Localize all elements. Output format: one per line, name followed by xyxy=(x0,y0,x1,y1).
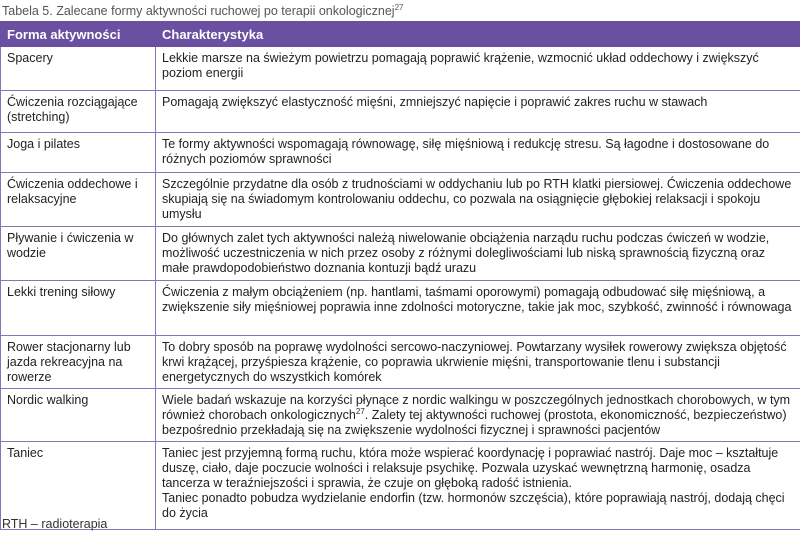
row-form: Joga i pilates xyxy=(1,133,156,173)
row-description: Szczególnie przydatne dla osób z trudnościami w oddychaniu lub po RTH klatki piersiowej. Ćwiczenia oddechowe skupiają się na świadomym kontrolowaniu oddechu, co pozwala na osiągnięcie głębokiej relaksacji i spokoju umysłu xyxy=(156,173,800,227)
row-description: Ćwiczenia z małym obciążeniem (np. hantlami, taśmami oporowymi) pomagają odbudować siłę mięśniową, a zwiększenie siły mięśniowej poprawia inne zdolności motoryczne, takie jak moc, szybkość, zwinność i równowaga xyxy=(156,281,800,336)
table-row xyxy=(1,133,800,173)
header-characteristics: Charakterystyka xyxy=(156,22,800,47)
row-description-reference: 27 xyxy=(355,406,365,416)
table-row xyxy=(1,227,800,281)
table-row xyxy=(1,389,800,442)
activity-table xyxy=(0,21,800,530)
row-form: Rower stacjonarny lub jazda rekreacyjna na rowerze xyxy=(1,336,156,389)
footnote: RTH – radioterapia xyxy=(2,517,108,531)
table-row xyxy=(1,336,800,389)
table-row xyxy=(1,281,800,336)
row-description xyxy=(156,389,800,442)
table-row xyxy=(1,173,800,227)
row-form: Nordic walking xyxy=(1,389,156,442)
row-form: Spacery xyxy=(1,47,156,91)
row-description: Do głównych zalet tych aktywności należą niwelowanie obciążenia narządu ruchu podczas ćwiczeń w wodzie, możliwość uczestniczenia w nich przez osoby z różnymi dolegliwościami lub niską sprawnością fizyczną oraz małe prawdopodobieństwo doznania kontuzji bądź urazu xyxy=(156,227,800,281)
table-caption xyxy=(2,4,403,18)
caption-reference: 27 xyxy=(394,2,404,12)
row-description-part-b: . Zalety tej aktywności ruchowej (prostota, ekonomiczność, bezpieczeństwo) bezpośrednio przekładają się na zwiększenie wydolności fizycznej i sprawności pacjentów xyxy=(162,408,787,437)
row-description: Lekkie marsze na świeżym powietrzu pomagają poprawić krążenie, wzmocnić układ oddechowy i zwiększyć poziom energii xyxy=(156,47,800,91)
row-description xyxy=(156,442,800,530)
row-form: Pływanie i ćwiczenia w wodzie xyxy=(1,227,156,281)
row-description-part-a: Wiele badań wskazuje na korzyści płynące z nordic walkingu w poszczególnych jednostkach chorobowych, w tym również chorobach onkologicznych xyxy=(162,393,791,422)
row-description: To dobry sposób na poprawę wydolności sercowo-naczyniowej. Powtarzany wysiłek rowerowy zwiększa objętość krwi krążącej, przyśpiesza krążenie, co poprawia ukrwienie mięśni, transportowanie tlenu i substancji energetycznych do wszystkich komórek xyxy=(156,336,800,389)
header-form: Forma aktywności xyxy=(1,22,156,47)
row-description: Te formy aktywności wspomagają równowagę, siłę mięśniową i redukcję stresu. Są łagodne i dostosowane do różnych poziomów sprawności xyxy=(156,133,800,173)
table-row xyxy=(1,47,800,91)
table-header-row xyxy=(1,22,800,47)
row-form: Ćwiczenia rozciągające (stretching) xyxy=(1,91,156,133)
row-description: Pomagają zwiększyć elastyczność mięśni, zmniejszyć napięcie i poprawić zakres ruchu w stawach xyxy=(156,91,800,133)
row-form: Ćwiczenia oddechowe i relaksacyjne xyxy=(1,173,156,227)
table-row xyxy=(1,442,800,530)
table-row xyxy=(1,91,800,133)
row-form: Taniec xyxy=(1,442,156,530)
row-form: Lekki trening siłowy xyxy=(1,281,156,336)
row-description-paragraph: Taniec ponadto pobudza wydzielanie endorfin (tzw. hormonów szczęścia), które poprawiają nastrój, dodają chęci do życia xyxy=(162,491,785,520)
caption-text: Tabela 5. Zalecane formy aktywności ruchowej po terapii onkologicznej xyxy=(2,4,395,18)
row-description-paragraph: Taniec jest przyjemną formą ruchu, która może wspierać koordynację i poprawiać nastrój. Daje moc – kształtuje duszę, ciało, daje poczucie wolności i relaksuje psychikę. Pozwala uzyskać wewnętrzną harmonię, osadza tancerza w teraźniejszości i sprawia, że czuje on głęboką radość istnienia. xyxy=(162,446,779,490)
